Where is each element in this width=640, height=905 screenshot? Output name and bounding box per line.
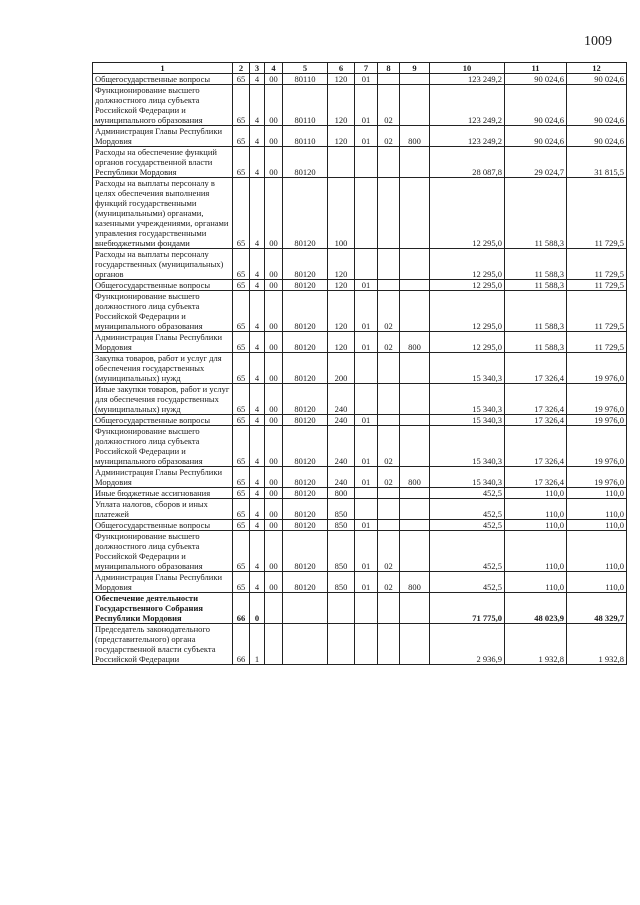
- col-5: 80110: [283, 74, 328, 85]
- value-12: 19 976,0: [567, 426, 627, 467]
- value-11: 17 326,4: [505, 467, 567, 488]
- col-8: 02: [378, 126, 400, 147]
- col-header: 12: [567, 63, 627, 74]
- col-6: 240: [328, 467, 355, 488]
- col-3: 4: [250, 572, 265, 593]
- col-5: 80120: [283, 280, 328, 291]
- value-12: 1 932,8: [567, 624, 627, 665]
- col-8: [378, 499, 400, 520]
- value-11: 29 024,7: [505, 147, 567, 178]
- value-12: 31 815,5: [567, 147, 627, 178]
- col-5: 80120: [283, 291, 328, 332]
- row-name: Функционирование высшего должностного лица субъекта Российской Федерации и муниципального образования: [93, 531, 233, 572]
- table-row: [93, 85, 627, 126]
- col-4: [265, 624, 283, 665]
- value-12: 110,0: [567, 531, 627, 572]
- row-name: Обеспечение деятельности Государственного Собрания Республики Мордовия: [93, 593, 233, 624]
- col-6: 240: [328, 384, 355, 415]
- value-10: 28 087,8: [430, 147, 505, 178]
- col-2: 65: [233, 353, 250, 384]
- col-8: [378, 178, 400, 249]
- col-7: 01: [355, 426, 378, 467]
- col-9: [400, 531, 430, 572]
- value-12: 90 024,6: [567, 74, 627, 85]
- value-10: 12 295,0: [430, 280, 505, 291]
- col-6: [328, 624, 355, 665]
- value-10: 452,5: [430, 531, 505, 572]
- col-7: [355, 593, 378, 624]
- col-4: 00: [265, 85, 283, 126]
- col-header: 7: [355, 63, 378, 74]
- col-8: 02: [378, 531, 400, 572]
- value-11: 11 588,3: [505, 291, 567, 332]
- table-row: [93, 353, 627, 384]
- col-3: 4: [250, 280, 265, 291]
- col-3: 4: [250, 74, 265, 85]
- col-6: 120: [328, 74, 355, 85]
- value-11: 1 932,8: [505, 624, 567, 665]
- row-name: Функционирование высшего должностного лица субъекта Российской Федерации и муниципального образования: [93, 85, 233, 126]
- row-name: Администрация Главы Республики Мордовия: [93, 126, 233, 147]
- col-header: 1: [93, 63, 233, 74]
- col-5: 80120: [283, 415, 328, 426]
- col-9: [400, 74, 430, 85]
- col-2: 66: [233, 593, 250, 624]
- col-8: 02: [378, 332, 400, 353]
- value-10: 12 295,0: [430, 249, 505, 280]
- row-name: Иные закупки товаров, работ и услуг для обеспечения государственных (муниципальных) нужд: [93, 384, 233, 415]
- col-2: 65: [233, 488, 250, 499]
- col-4: 00: [265, 415, 283, 426]
- col-7: 01: [355, 85, 378, 126]
- table-row: [93, 147, 627, 178]
- col-header: 4: [265, 63, 283, 74]
- col-3: 4: [250, 499, 265, 520]
- value-10: 15 340,3: [430, 426, 505, 467]
- value-12: 19 976,0: [567, 467, 627, 488]
- value-12: 11 729,5: [567, 291, 627, 332]
- value-10: 452,5: [430, 572, 505, 593]
- col-5: 80120: [283, 499, 328, 520]
- col-8: [378, 280, 400, 291]
- col-4: 00: [265, 384, 283, 415]
- col-4: 00: [265, 74, 283, 85]
- table-row: [93, 280, 627, 291]
- col-3: 1: [250, 624, 265, 665]
- value-11: 110,0: [505, 488, 567, 499]
- row-name: Общегосударственные вопросы: [93, 415, 233, 426]
- col-8: [378, 624, 400, 665]
- col-5: 80120: [283, 332, 328, 353]
- value-12: 110,0: [567, 520, 627, 531]
- value-12: 19 976,0: [567, 353, 627, 384]
- col-6: 120: [328, 280, 355, 291]
- value-12: 110,0: [567, 572, 627, 593]
- value-10: 12 295,0: [430, 332, 505, 353]
- col-3: 4: [250, 384, 265, 415]
- col-6: 120: [328, 249, 355, 280]
- col-7: [355, 384, 378, 415]
- col-4: 00: [265, 499, 283, 520]
- value-11: 110,0: [505, 572, 567, 593]
- value-10: 123 249,2: [430, 85, 505, 126]
- row-name: Иные бюджетные ассигнования: [93, 488, 233, 499]
- table-row: [93, 531, 627, 572]
- col-6: 850: [328, 520, 355, 531]
- value-10: 452,5: [430, 499, 505, 520]
- value-11: 11 588,3: [505, 280, 567, 291]
- col-6: 240: [328, 426, 355, 467]
- table-row: [93, 332, 627, 353]
- col-7: [355, 353, 378, 384]
- col-4: 00: [265, 291, 283, 332]
- col-5: 80110: [283, 126, 328, 147]
- value-11: 17 326,4: [505, 384, 567, 415]
- col-9: 800: [400, 467, 430, 488]
- row-name: Общегосударственные вопросы: [93, 520, 233, 531]
- value-11: 48 023,9: [505, 593, 567, 624]
- col-header: 10: [430, 63, 505, 74]
- col-9: [400, 353, 430, 384]
- col-3: 4: [250, 332, 265, 353]
- col-8: 02: [378, 291, 400, 332]
- row-name: Расходы на обеспечение функций органов государственной власти Республики Мордовия: [93, 147, 233, 178]
- col-8: [378, 147, 400, 178]
- row-name: Общегосударственные вопросы: [93, 280, 233, 291]
- value-12: 11 729,5: [567, 249, 627, 280]
- col-3: 4: [250, 147, 265, 178]
- col-7: [355, 178, 378, 249]
- table-row: [93, 74, 627, 85]
- col-3: 4: [250, 85, 265, 126]
- col-5: 80120: [283, 467, 328, 488]
- value-12: 110,0: [567, 499, 627, 520]
- col-2: 65: [233, 332, 250, 353]
- value-11: 110,0: [505, 531, 567, 572]
- budget-table: [92, 62, 627, 665]
- value-10: 12 295,0: [430, 291, 505, 332]
- value-12: 48 329,7: [567, 593, 627, 624]
- col-4: 00: [265, 572, 283, 593]
- row-name: Уплата налогов, сборов и иных платежей: [93, 499, 233, 520]
- col-6: 120: [328, 126, 355, 147]
- col-3: 4: [250, 249, 265, 280]
- col-header: 8: [378, 63, 400, 74]
- row-name: Расходы на выплаты персоналу государственных (муниципальных) органов: [93, 249, 233, 280]
- col-9: [400, 415, 430, 426]
- table-row: [93, 488, 627, 499]
- col-7: [355, 147, 378, 178]
- col-4: 00: [265, 520, 283, 531]
- col-5: 80120: [283, 178, 328, 249]
- row-name: Функционирование высшего должностного лица субъекта Российской Федерации и муниципального образования: [93, 291, 233, 332]
- col-9: [400, 249, 430, 280]
- col-4: 00: [265, 249, 283, 280]
- col-4: 00: [265, 147, 283, 178]
- col-2: 65: [233, 74, 250, 85]
- table-row: [93, 426, 627, 467]
- value-10: 452,5: [430, 488, 505, 499]
- col-8: [378, 415, 400, 426]
- col-9: [400, 291, 430, 332]
- col-4: 00: [265, 353, 283, 384]
- col-9: 800: [400, 572, 430, 593]
- col-2: 65: [233, 85, 250, 126]
- col-8: 02: [378, 572, 400, 593]
- col-9: [400, 280, 430, 291]
- col-header: 5: [283, 63, 328, 74]
- col-7: 01: [355, 332, 378, 353]
- col-2: 65: [233, 531, 250, 572]
- col-8: 02: [378, 467, 400, 488]
- col-2: 65: [233, 178, 250, 249]
- value-12: 90 024,6: [567, 85, 627, 126]
- col-5: 80120: [283, 531, 328, 572]
- row-name: Администрация Главы Республики Мордовия: [93, 332, 233, 353]
- col-4: 00: [265, 126, 283, 147]
- table-row: [93, 593, 627, 624]
- col-4: 00: [265, 178, 283, 249]
- table-row: [93, 572, 627, 593]
- col-9: [400, 499, 430, 520]
- row-name: Председатель законодательного (представительного) органа государственной власти субъекта Российской Федерации: [93, 624, 233, 665]
- col-9: 800: [400, 332, 430, 353]
- col-7: 01: [355, 126, 378, 147]
- col-9: [400, 520, 430, 531]
- col-4: 00: [265, 531, 283, 572]
- col-header: 9: [400, 63, 430, 74]
- col-8: [378, 353, 400, 384]
- row-name: Расходы на выплаты персоналу в целях обеспечения выполнения функций государственными (муниципальными) органами, казенными учреждениями, органами управления государственными внебюджетными фондами: [93, 178, 233, 249]
- col-6: 800: [328, 488, 355, 499]
- col-2: 65: [233, 291, 250, 332]
- col-9: [400, 85, 430, 126]
- col-8: [378, 488, 400, 499]
- col-3: 4: [250, 126, 265, 147]
- table-row: [93, 178, 627, 249]
- table-row: [93, 467, 627, 488]
- col-2: 65: [233, 499, 250, 520]
- col-2: 65: [233, 572, 250, 593]
- col-6: 120: [328, 291, 355, 332]
- col-5: [283, 593, 328, 624]
- col-4: 00: [265, 280, 283, 291]
- col-6: 100: [328, 178, 355, 249]
- table-row: [93, 384, 627, 415]
- table-row: [93, 415, 627, 426]
- value-11: 11 588,3: [505, 178, 567, 249]
- col-5: 80120: [283, 426, 328, 467]
- value-11: 17 326,4: [505, 426, 567, 467]
- value-12: 11 729,5: [567, 332, 627, 353]
- table-row: [93, 520, 627, 531]
- value-10: 15 340,3: [430, 384, 505, 415]
- col-9: [400, 593, 430, 624]
- col-3: 4: [250, 467, 265, 488]
- col-3: 4: [250, 178, 265, 249]
- col-6: 850: [328, 572, 355, 593]
- col-6: [328, 147, 355, 178]
- col-2: 66: [233, 624, 250, 665]
- col-9: [400, 178, 430, 249]
- value-12: 19 976,0: [567, 384, 627, 415]
- row-name: Общегосударственные вопросы: [93, 74, 233, 85]
- col-8: [378, 593, 400, 624]
- value-10: 2 936,9: [430, 624, 505, 665]
- col-2: 65: [233, 280, 250, 291]
- value-11: 17 326,4: [505, 415, 567, 426]
- value-10: 452,5: [430, 520, 505, 531]
- col-2: 65: [233, 426, 250, 467]
- value-10: 123 249,2: [430, 126, 505, 147]
- col-4: [265, 593, 283, 624]
- header-row: [93, 63, 627, 74]
- col-2: 65: [233, 415, 250, 426]
- col-7: [355, 249, 378, 280]
- value-11: 90 024,6: [505, 85, 567, 126]
- col-5: 80120: [283, 384, 328, 415]
- col-6: 850: [328, 531, 355, 572]
- col-header: 3: [250, 63, 265, 74]
- col-7: 01: [355, 74, 378, 85]
- col-7: 01: [355, 531, 378, 572]
- col-7: [355, 488, 378, 499]
- table-row: [93, 291, 627, 332]
- col-2: 65: [233, 467, 250, 488]
- col-5: 80120: [283, 572, 328, 593]
- col-7: 01: [355, 572, 378, 593]
- col-9: [400, 488, 430, 499]
- col-3: 4: [250, 415, 265, 426]
- col-5: 80120: [283, 353, 328, 384]
- col-5: 80120: [283, 520, 328, 531]
- col-header: 2: [233, 63, 250, 74]
- col-7: 01: [355, 520, 378, 531]
- col-8: [378, 249, 400, 280]
- value-12: 90 024,6: [567, 126, 627, 147]
- col-8: [378, 520, 400, 531]
- row-name: Администрация Главы Республики Мордовия: [93, 572, 233, 593]
- col-9: [400, 624, 430, 665]
- value-10: 15 340,3: [430, 353, 505, 384]
- value-11: 110,0: [505, 499, 567, 520]
- col-7: 01: [355, 280, 378, 291]
- value-11: 110,0: [505, 520, 567, 531]
- col-5: 80110: [283, 85, 328, 126]
- col-3: 4: [250, 426, 265, 467]
- col-8: [378, 74, 400, 85]
- row-name: Администрация Главы Республики Мордовия: [93, 467, 233, 488]
- table-row: [93, 126, 627, 147]
- value-11: 11 588,3: [505, 249, 567, 280]
- col-header: 11: [505, 63, 567, 74]
- col-4: 00: [265, 467, 283, 488]
- col-4: 00: [265, 488, 283, 499]
- col-7: [355, 624, 378, 665]
- col-6: 120: [328, 332, 355, 353]
- value-10: 15 340,3: [430, 467, 505, 488]
- col-4: 00: [265, 426, 283, 467]
- col-2: 65: [233, 384, 250, 415]
- col-7: 01: [355, 415, 378, 426]
- col-5: 80120: [283, 249, 328, 280]
- col-header: 6: [328, 63, 355, 74]
- col-3: 4: [250, 531, 265, 572]
- col-2: 65: [233, 520, 250, 531]
- col-5: 80120: [283, 488, 328, 499]
- col-8: 02: [378, 426, 400, 467]
- col-3: 4: [250, 353, 265, 384]
- value-10: 71 775,0: [430, 593, 505, 624]
- col-3: 4: [250, 291, 265, 332]
- col-2: 65: [233, 147, 250, 178]
- row-name: Функционирование высшего должностного лица субъекта Российской Федерации и муниципального образования: [93, 426, 233, 467]
- col-8: 02: [378, 85, 400, 126]
- col-6: 850: [328, 499, 355, 520]
- col-6: 120: [328, 85, 355, 126]
- col-8: [378, 384, 400, 415]
- table-row: [93, 249, 627, 280]
- col-9: [400, 426, 430, 467]
- table-row: [93, 499, 627, 520]
- col-3: 0: [250, 593, 265, 624]
- col-6: 240: [328, 415, 355, 426]
- col-2: 65: [233, 126, 250, 147]
- col-9: [400, 384, 430, 415]
- table-row: [93, 624, 627, 665]
- row-name: Закупка товаров, работ и услуг для обеспечения государственных (муниципальных) нужд: [93, 353, 233, 384]
- col-7: [355, 499, 378, 520]
- value-11: 11 588,3: [505, 332, 567, 353]
- col-7: 01: [355, 291, 378, 332]
- value-12: 11 729,5: [567, 280, 627, 291]
- value-11: 90 024,6: [505, 126, 567, 147]
- value-12: 19 976,0: [567, 415, 627, 426]
- col-4: 00: [265, 332, 283, 353]
- value-12: 110,0: [567, 488, 627, 499]
- value-10: 123 249,2: [430, 74, 505, 85]
- col-9: [400, 147, 430, 178]
- col-3: 4: [250, 488, 265, 499]
- col-6: 200: [328, 353, 355, 384]
- col-5: [283, 624, 328, 665]
- page-number: 1009: [584, 34, 612, 49]
- col-6: [328, 593, 355, 624]
- value-12: 11 729,5: [567, 178, 627, 249]
- value-11: 17 326,4: [505, 353, 567, 384]
- col-3: 4: [250, 520, 265, 531]
- col-7: 01: [355, 467, 378, 488]
- col-5: 80120: [283, 147, 328, 178]
- value-10: 15 340,3: [430, 415, 505, 426]
- col-2: 65: [233, 249, 250, 280]
- value-10: 12 295,0: [430, 178, 505, 249]
- col-9: 800: [400, 126, 430, 147]
- value-11: 90 024,6: [505, 74, 567, 85]
